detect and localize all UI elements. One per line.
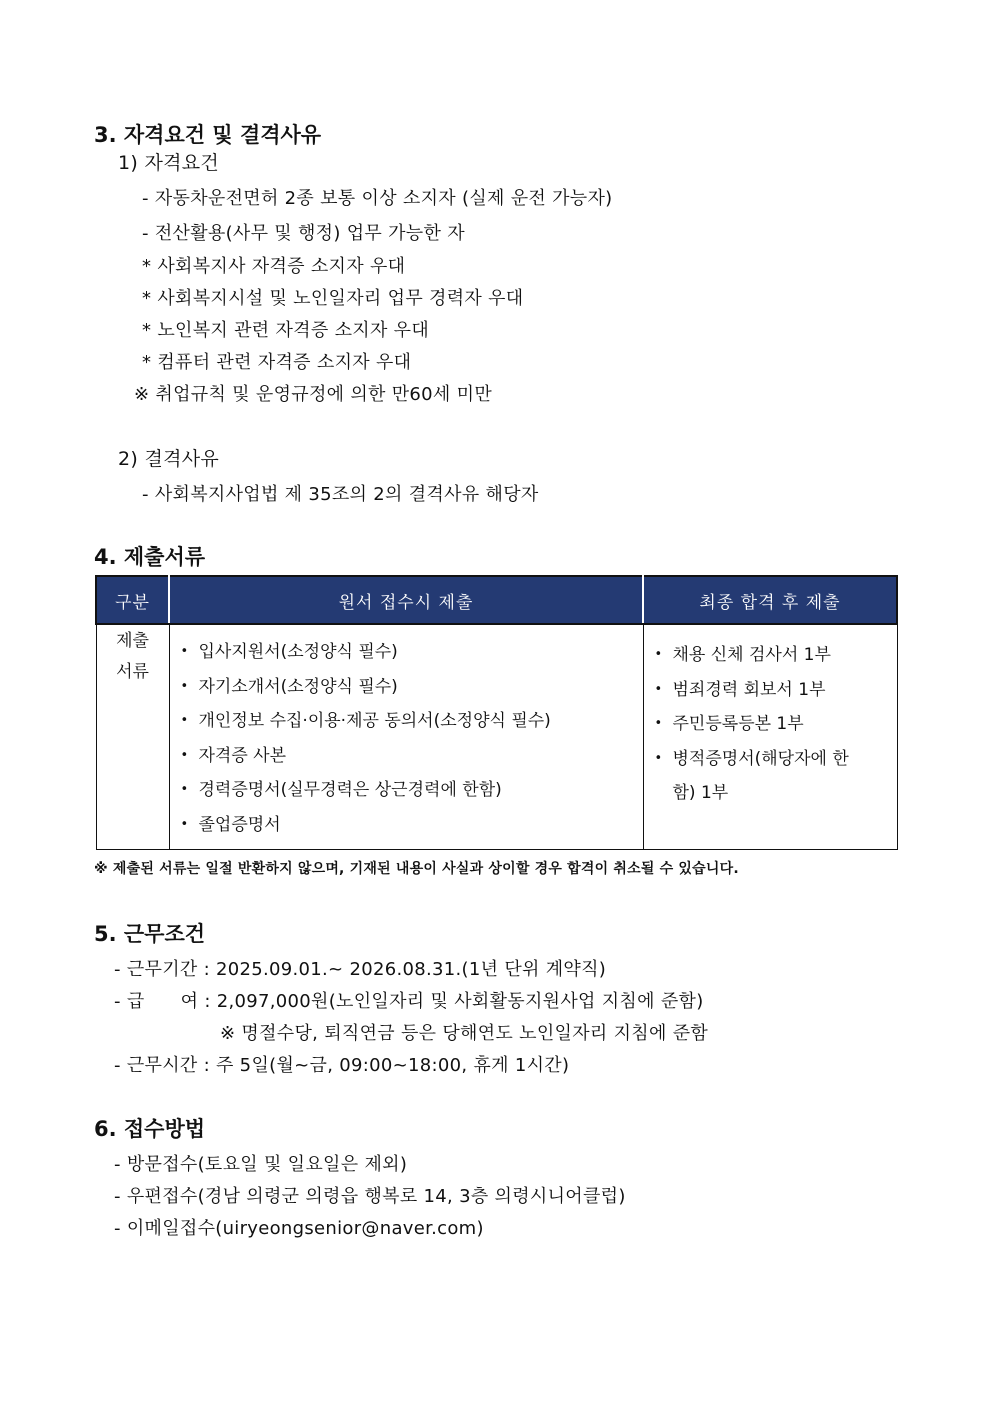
list-item: • 졸업증명서 [179,808,642,843]
list-item: • 자격증 사본 [179,739,642,774]
preference-item: * 노인복지 관련 자격증 소지자 우대 [142,320,430,341]
list-item: • 범죄경력 회보서 1부 [653,673,856,708]
list-item: • 개인정보 수집·이용·제공 동의서(소정양식 필수) [179,704,642,739]
section6-title: 6. 접수방법 [94,1117,206,1141]
list-item: • 채용 신체 검사서 1부 [653,638,856,673]
age-note: ※ 취업규칙 및 운영규정에 의한 만60세 미만 [134,384,493,405]
final-docs-cell [643,624,897,850]
row-label-line1: 제출 [116,631,149,651]
section3-title: 3. 자격요건 및 결격사유 [94,123,322,147]
header-application: 원서 접수시 제출 [169,576,643,624]
method-mail: - 우편접수(경남 의령군 의령읍 행복로 14, 3층 의령시니어클럽) [114,1186,626,1207]
method-visit: - 방문접수(토요일 및 일요일은 제외) [114,1154,408,1175]
method-email: - 이메일접수(uiryeongsenior@naver.com) [114,1218,484,1239]
table-row [96,624,897,850]
application-docs-cell [169,624,643,850]
section3-sub1: 1) 자격요건 [118,152,220,174]
list-item: • 병적증명서(해당자에 한함) 1부 [653,742,856,811]
final-docs-list [645,626,896,817]
section3-sub2: 2) 결격사유 [118,448,220,470]
list-item: • 주민등록등본 1부 [653,707,856,742]
list-item: • 입사지원서(소정양식 필수) [179,635,642,670]
work-period: - 근무기간 : 2025.09.01.~ 2026.08.31.(1년 단위 계약직) [114,959,607,980]
preference-item: * 컴퓨터 관련 자격증 소지자 우대 [142,352,412,373]
row-label-line2: 서류 [116,662,149,682]
section4-title: 4. 제출서류 [94,545,206,569]
section5-title: 5. 근무조건 [94,922,206,946]
salary-note: ※ 명절수당, 퇴직연금 등은 당해연도 노인일자리 지침에 준함 [220,1023,709,1044]
preference-item: * 사회복지사 자격증 소지자 우대 [142,256,406,277]
requirement-item: - 자동차운전면허 2종 보통 이상 소지자 (실제 운전 가능자) [142,188,613,209]
preference-item: * 사회복지시설 및 노인일자리 업무 경력자 우대 [142,288,524,309]
salary: - 급 여 : 2,097,000원(노인일자리 및 사회활동지원사업 지침에 준함) [114,991,704,1012]
list-item: • 경력증명서(실무경력은 상근경력에 한함) [179,773,642,808]
work-hours: - 근무시간 : 주 5일(월~금, 09:00~18:00, 휴게 1시간) [114,1055,570,1076]
row-label [96,624,169,850]
requirement-item: - 전산활용(사무 및 행정) 업무 가능한 자 [142,223,465,244]
disqualification-item: - 사회복지사업법 제 35조의 2의 결격사유 해당자 [142,484,539,505]
application-docs-list [171,626,642,848]
header-final: 최종 합격 후 제출 [643,576,897,624]
list-item: • 자기소개서(소정양식 필수) [179,670,642,705]
return-notice: ※ 제출된 서류는 일절 반환하지 않으며, 기재된 내용이 사실과 상이할 경우 합격이 취소될 수 있습니다. [94,861,739,877]
header-category: 구분 [96,576,169,624]
documents-table [95,575,898,850]
table-header-row [96,576,897,624]
